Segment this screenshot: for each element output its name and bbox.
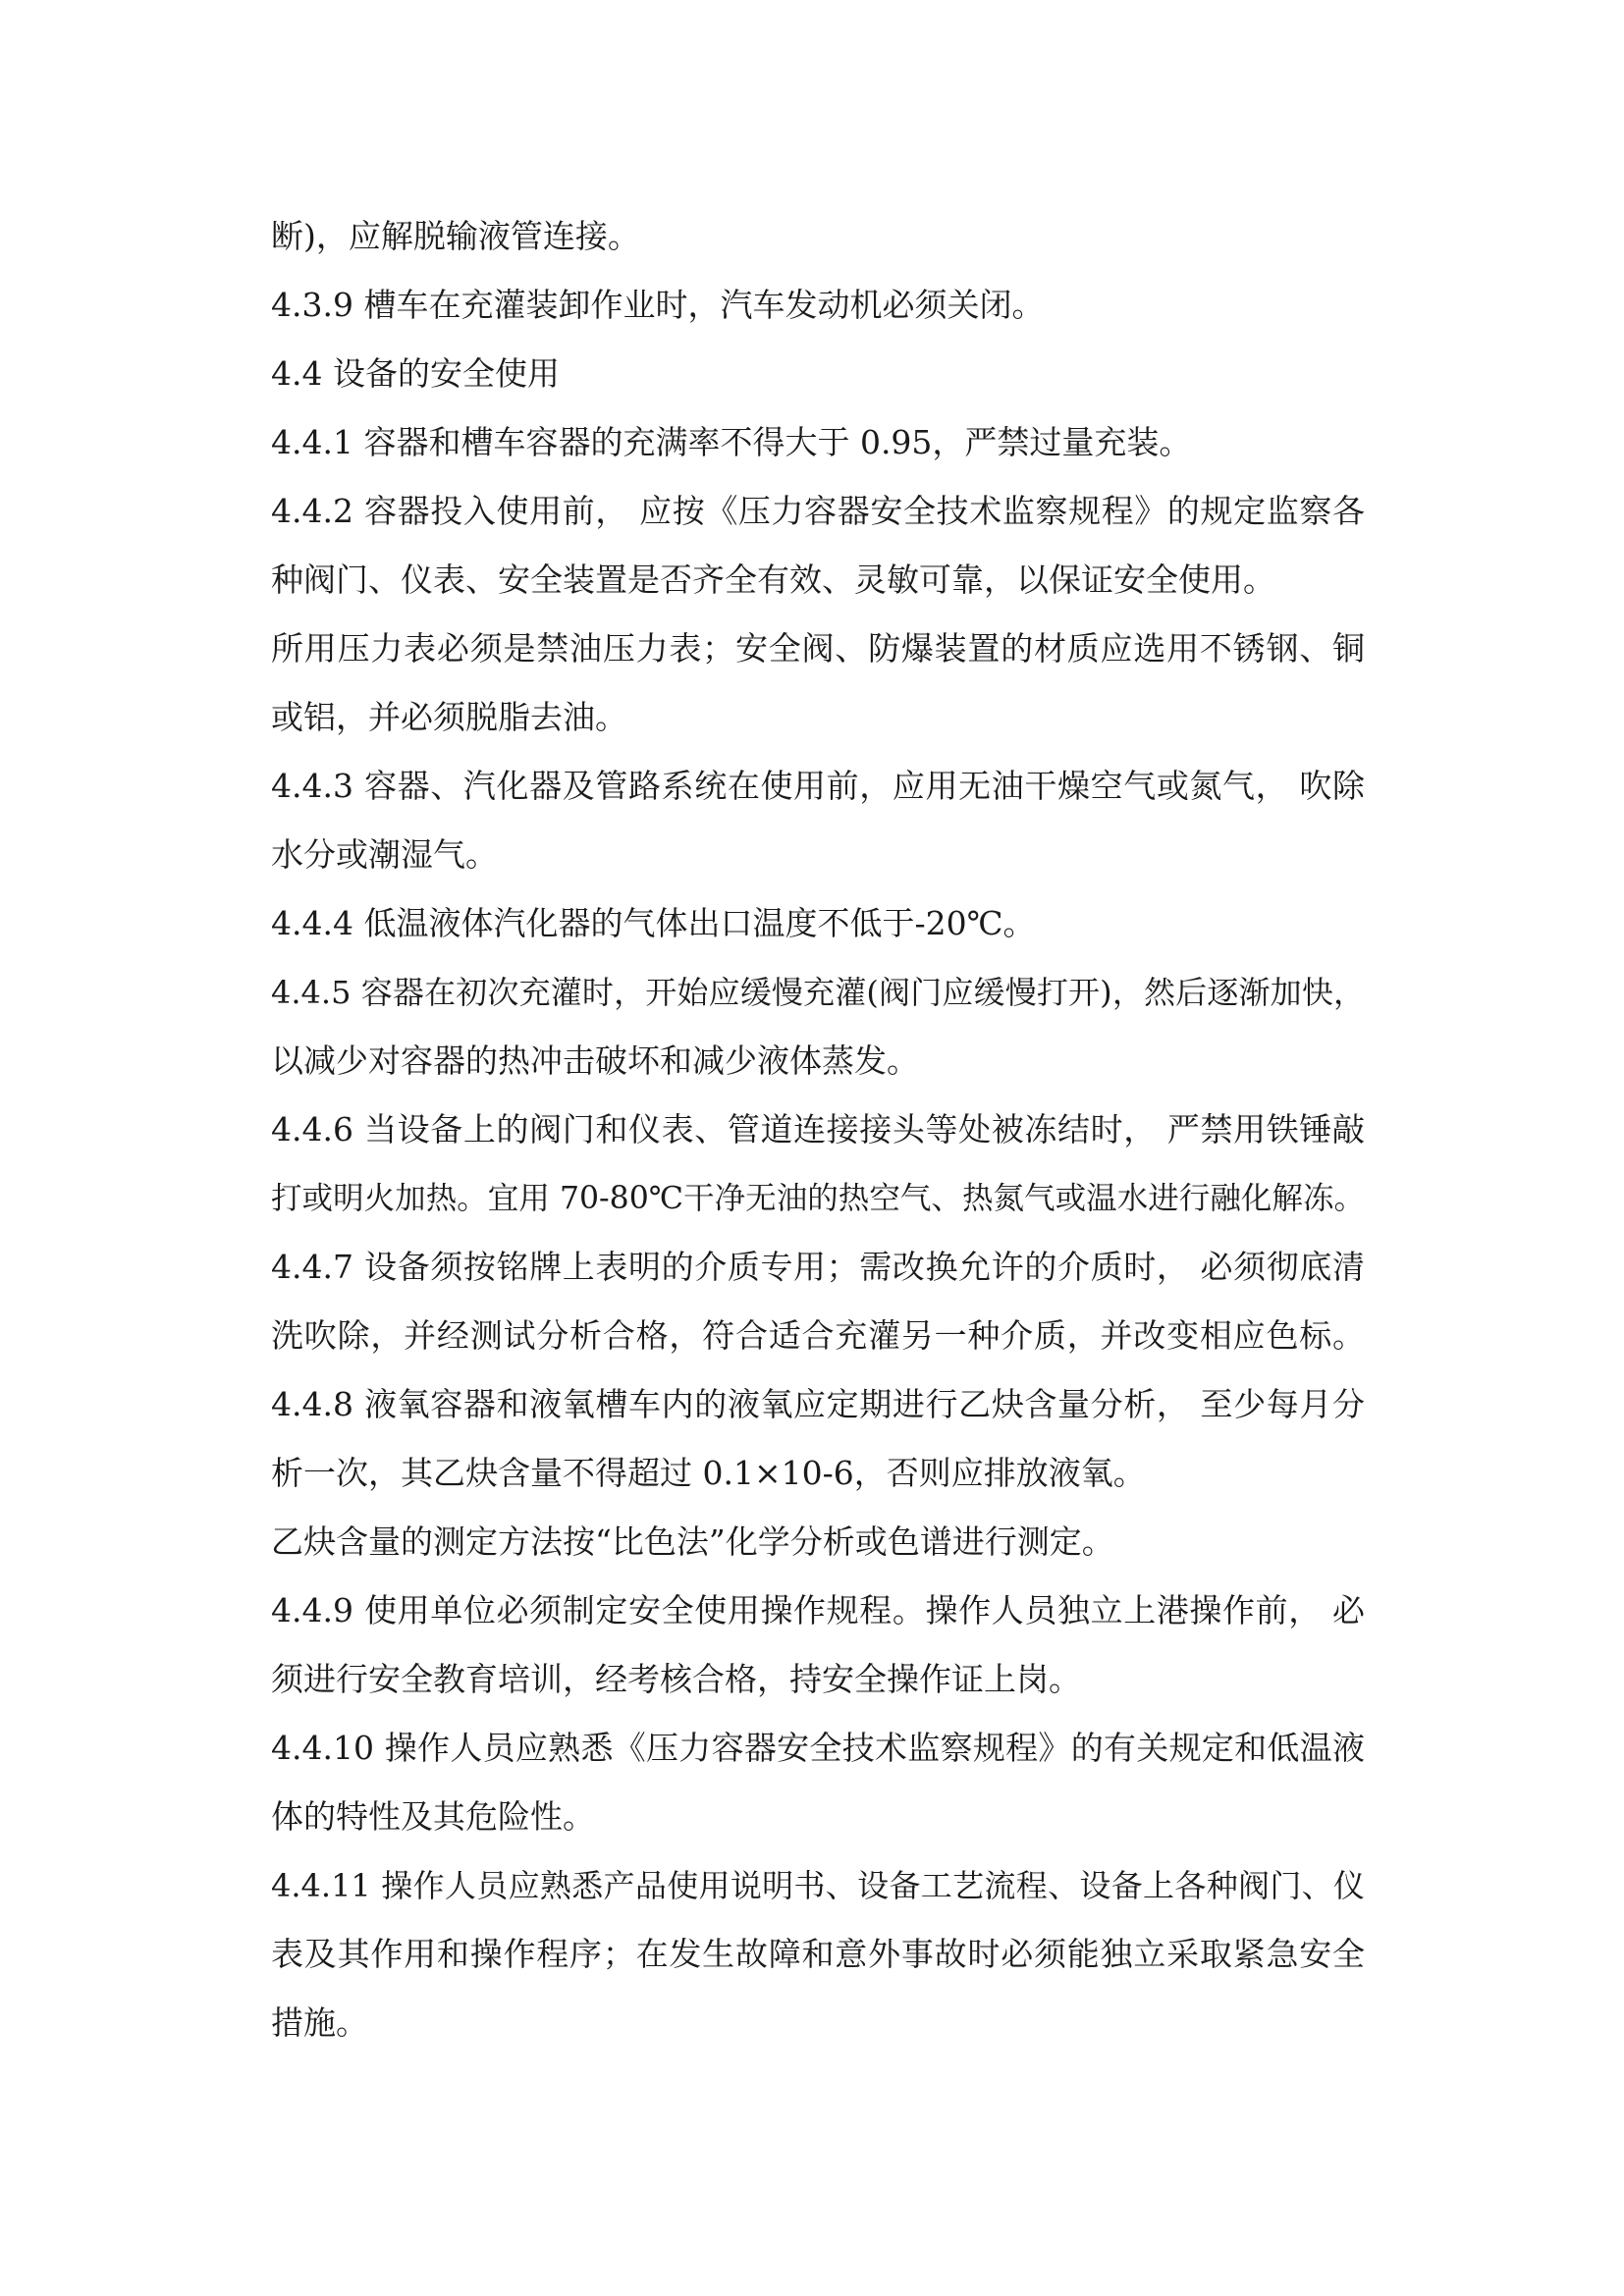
text-line: 须进行安全教育培训，经考核合格，持安全操作证上岗。 xyxy=(271,1660,1081,1698)
text-line: 水分或潮湿气。 xyxy=(271,835,498,874)
text-line: 表及其作用和操作程序；在发生故障和意外事故时必须能独立采取紧急安全 xyxy=(271,1935,1365,1973)
text-line: 4.4.9 使用单位必须制定安全使用操作规程。操作人员独立上港操作前， 必 xyxy=(271,1591,1365,1629)
text-line: 所用压力表必须是禁油压力表；安全阀、防爆装置的材质应选用不锈钢、铜 xyxy=(271,629,1365,667)
text-line: 洗吹除，并经测试分析合格，符合适合充灌另一种介质，并改变相应色标。 xyxy=(271,1316,1365,1355)
text-line: 4.4.7 设备须按铭牌上表明的介质专用；需改换允许的介质时， 必须彻底清 xyxy=(271,1248,1365,1286)
text-line: 4.4.2 容器投入使用前， 应按《压力容器安全技术监察规程》的规定监察各 xyxy=(271,492,1365,530)
text-line: 体的特性及其危险性。 xyxy=(271,1797,595,1836)
text-line: 4.4.3 容器、汽化器及管路系统在使用前，应用无油干燥空气或氮气， 吹除 xyxy=(271,767,1365,805)
text-line: 4.4.11 操作人员应熟悉产品使用说明书、设备工艺流程、设备上各种阀门、仪 xyxy=(271,1867,1365,1904)
text-line: 4.4.8 液氧容器和液氧槽车内的液氧应定期进行乙炔含量分析， 至少每月分 xyxy=(271,1385,1365,1423)
text-line: 4.4.4 低温液体汽化器的气体出口温度不低于-20℃。 xyxy=(271,904,1036,942)
text-line: 或铝，并必须脱脂去油。 xyxy=(271,698,627,736)
text-line: 4.4.5 容器在初次充灌时，开始应缓慢充灌(阀门应缓慢打开)，然后逐渐加快， xyxy=(271,974,1365,1011)
text-line: 4.4.1 容器和槽车容器的充满率不得大于 0.95，严禁过量充装。 xyxy=(271,423,1192,461)
text-line: 种阀门、仪表、安全装置是否齐全有效、灵敏可靠，以保证安全使用。 xyxy=(271,561,1275,599)
text-line: 4.4.6 当设备上的阀门和仪表、管道连接接头等处被冻结时， 严禁用铁锤敲 xyxy=(271,1110,1365,1148)
text-line: 打或明火加热。宜用 70-80℃干净无油的热空气、热氮气或温水进行融化解冻。 xyxy=(271,1181,1365,1216)
section-heading: 4.4 设备的安全使用 xyxy=(271,354,560,393)
text-line: 断)，应解脱输液管连接。 xyxy=(271,217,640,255)
text-line: 4.4.10 操作人员应熟悉《压力容器安全技术监察规程》的有关规定和低温液 xyxy=(271,1729,1365,1767)
text-line: 析一次，其乙炔含量不得超过 0.1×10-6，否则应排放液氧。 xyxy=(271,1454,1146,1492)
text-line: 以减少对容器的热冲击破坏和减少液体蒸发。 xyxy=(271,1041,919,1080)
text-line: 4.3.9 槽车在充灌装卸作业时，汽车发动机必须关闭。 xyxy=(271,286,1045,324)
text-line: 乙炔含量的测定方法按“比色法”化学分析或色谱进行测定。 xyxy=(271,1522,1114,1561)
text-line: 措施。 xyxy=(271,2003,368,2042)
